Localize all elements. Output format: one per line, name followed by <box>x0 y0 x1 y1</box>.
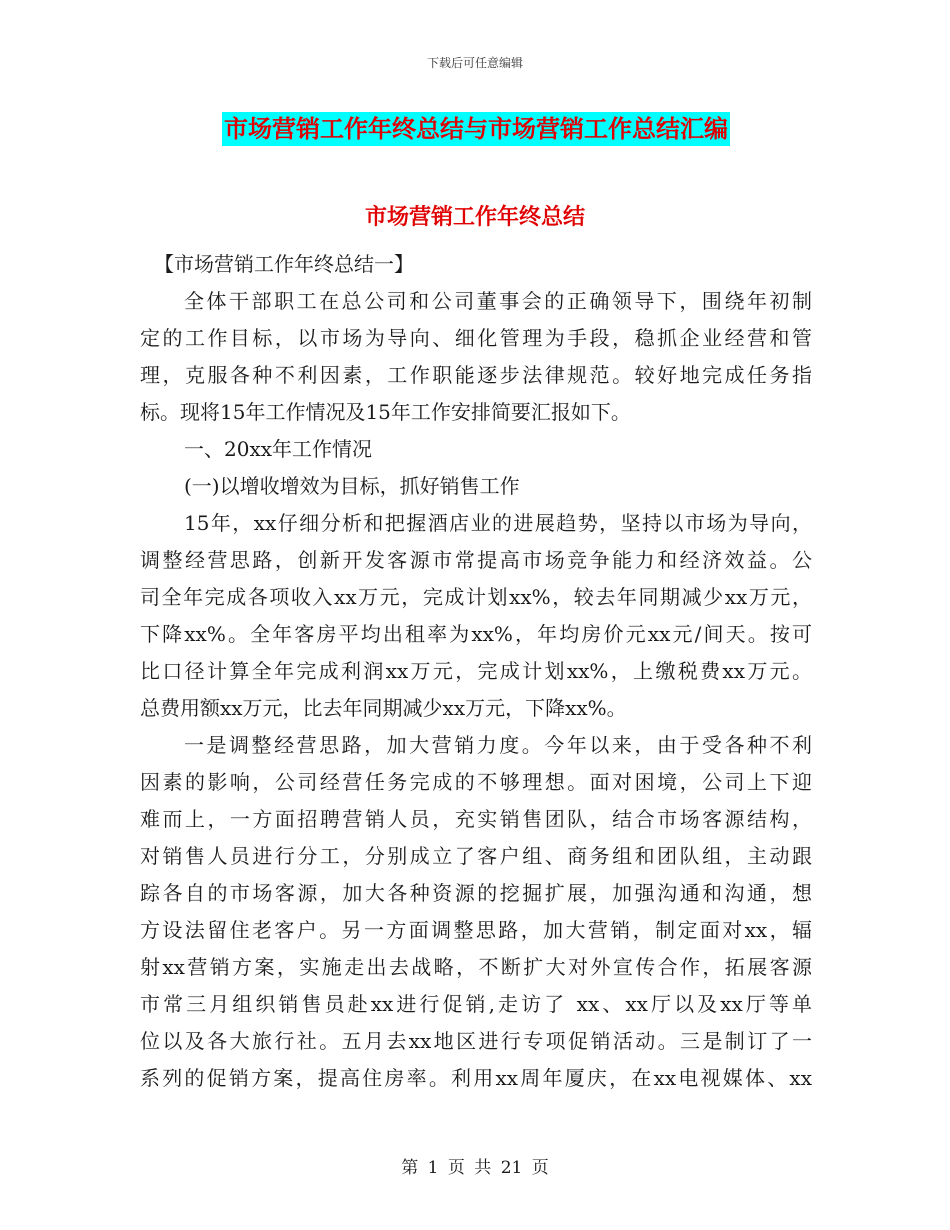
document-body <box>140 246 812 1097</box>
text-line: 对销售人员进行分工，分别成立了客户组、商务组和团队组，主动跟 <box>140 844 812 868</box>
text-line: 15年，xx仔细分析和把握酒店业的进展趋势，坚持以市场为导向， <box>184 511 812 535</box>
text-line: 位以及各大旅行社。五月去xx地区进行专项促销活动。三是制订了一 <box>140 1029 812 1053</box>
text-line: 全体干部职工在总公司和公司董事会的正确领导下，围绕年初制 <box>184 289 812 313</box>
text-line: 难而上，一方面招聘营销人员，充实销售团队，结合市场客源结构， <box>140 807 812 831</box>
text-line: 射xx营销方案，实施走出去战略，不断扩大对外宣传合作，拓展客源 <box>140 955 812 979</box>
page-footer: 第 1 页 共 21 页 <box>401 1158 549 1178</box>
text-line: 比口径计算全年完成利润xx万元，完成计划xx%，上缴税费xx万元。 <box>140 659 812 683</box>
text-line: 方设法留住老客户。另一方面调整思路，加大营销，制定面对xx，辐 <box>140 918 812 942</box>
text-line: 司全年完成各项收入xx万元，完成计划xx%，较去年同期减少xx万元， <box>140 585 812 609</box>
text-line: 定的工作目标，以市场为导向、细化管理为手段，稳抓企业经营和管 <box>140 326 812 350</box>
text-line: 理，克服各种不利因素，工作职能逐步法律规范。较好地完成任务指 <box>140 363 812 387</box>
text-line: 系列的促销方案，提高住房率。利用xx周年厦庆，在xx电视媒体、xx <box>140 1066 812 1090</box>
text-line: 因素的影响，公司经营任务完成的不够理想。面对困境，公司上下迎 <box>140 770 812 794</box>
paragraph-heading: 【市场营销工作年终总结一】 <box>154 252 414 276</box>
header-note: 下载后可任意编辑 <box>426 56 523 70</box>
text-line: 市常三月组织销售员赴xx进行促销,走访了 xx、xx厅以及xx厅等单 <box>140 992 812 1016</box>
text-line: 一是调整经营思路，加大营销力度。今年以来，由于受各种不利 <box>184 733 812 757</box>
text-line: 下降xx%。全年客房平均出租率为xx%，年均房价元xx元/间天。按可 <box>140 622 812 646</box>
text-line: 踪各自的市场客源，加大各种资源的挖掘扩展，加强沟通和沟通，想 <box>140 881 812 905</box>
text-line: 总费用额xx万元，比去年同期减少xx万元，下降xx%。 <box>140 696 627 720</box>
section-title: 市场营销工作年终总结 <box>364 204 585 230</box>
text-line: 标。现将15年工作情况及15年工作安排简要汇报如下。 <box>140 400 631 424</box>
main-title: 市场营销工作年终总结与市场营销工作总结汇编 <box>222 112 730 146</box>
text-line: 调整经营思路，创新开发客源市常提高市场竞争能力和经济效益。公 <box>140 548 812 572</box>
sub-heading: (一)以增收增效为目标，抓好销售工作 <box>184 474 520 498</box>
sub-heading: 一、20xx年工作情况 <box>184 437 373 461</box>
